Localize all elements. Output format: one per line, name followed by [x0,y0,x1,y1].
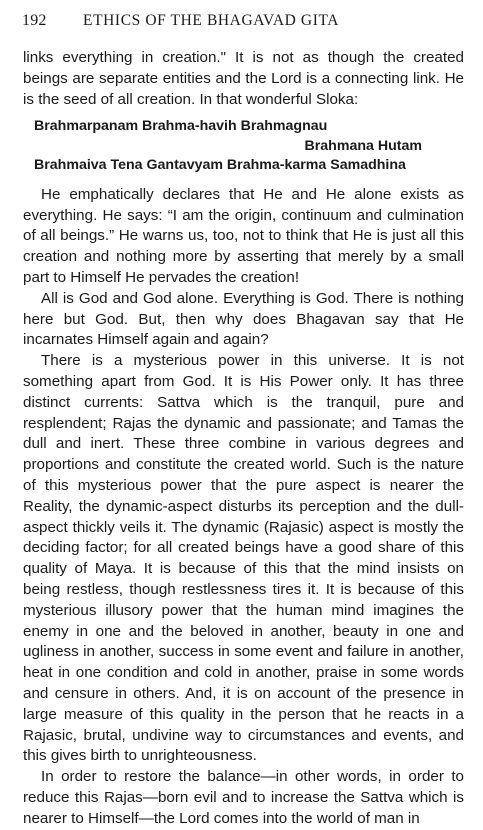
page-number: 192 [22,12,47,29]
paragraph-4: There is a mysterious power in this universe. It is not something apart from God. It is His Power only. It has three distinct currents: Sattva which is the tranquil, pure and resplendent; Rajas the dynamic and passionate; and Tamas the dull and inert. These three combine in various degrees and proportions and constitute the created world. Such is the nature of this mysterious power that the pure aspect is nearer the Reality, the dynamic-aspect disturbs its perception and the dull-aspect thickly veils it. The dynamic (Rajasic) aspect is mostly the deciding factor; for all created beings have a good share of this quality of Maya. It is because of this that the mind insists on being restless, though restlessness tires it. It is because of this mysterious illusory power that the human mind imagines the enemy in one and the beloved in another, beauty in one and ugliness in another, success in some event and failure in another, heat in one condition and cold in another, praise in some words and censure in others. And, it is on account of the presence in large measure of this quality in the person that he reacts in a Rajasic, brutal, undivine way to circumstances and events, and this gives birth to unrighteousness. [23,352,464,765]
sloka-line-2: Brahmana Hutam [304,137,422,154]
paragraph-5: In order to restore the balance—in other words, in order to reduce this Rajas—born evil and to increase the Sattva which is nearer to Himself—the Lord comes into the world of man in [23,768,464,827]
paragraph-3: All is God and God alone. Everything is God. There is nothing here but God. But, then why does Bhagavan say that He incarnates Himself again and again? [23,289,464,349]
sloka-block [23,117,464,176]
sloka-line-3: Brahmaiva Tena Gantavyam Brahma-karma Samadhina [34,157,406,174]
running-title: ETHICS OF THE BHAGAVAD GITA [83,12,340,29]
page-body [23,48,464,830]
sloka-line-1: Brahmarpanam Brahma-havih Brahmagnau [34,118,328,135]
page-header [18,8,465,34]
paragraph-1: links everything in creation." It is not as though the created beings are separate entities and the Lord is a connecting link. He is the seed of all creation. In that wonderful Sloka: [23,49,464,108]
paragraph-2: He emphatically declares that He and He alone exists as everything. He says: “I am the origin, continuum and culmination of all beings.” He warns us, too, not to think that He is just all this creation and nothing more by asserting that merely by a small part to Himself He pervades the creation! [23,185,464,287]
